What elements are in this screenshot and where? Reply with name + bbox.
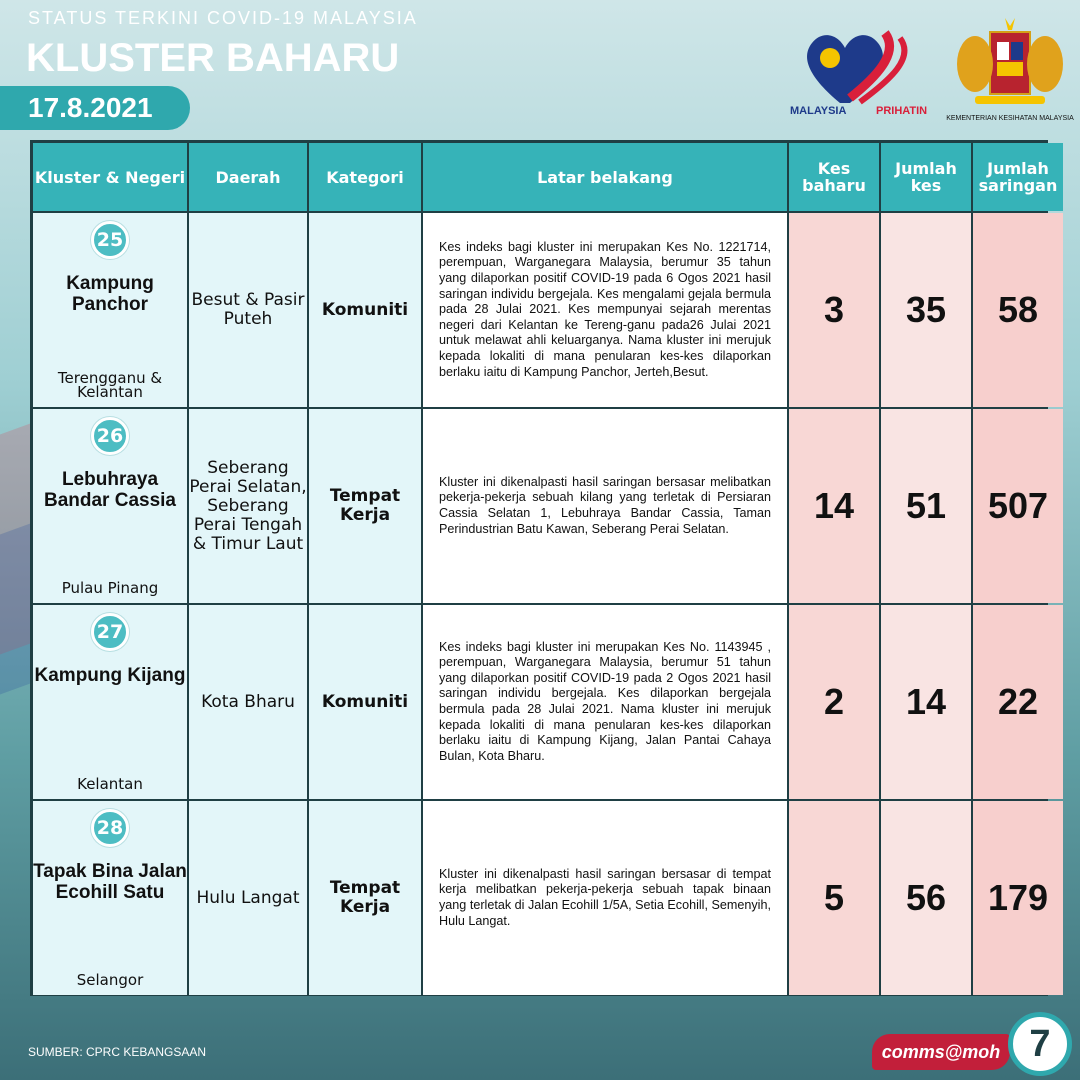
logo-text-malaysia: MALAYSIA	[790, 105, 847, 117]
cluster-jumlah-saringan: 507	[973, 409, 1063, 603]
cluster-daerah: Hulu Langat	[189, 801, 307, 995]
cluster-number-badge: 25	[91, 221, 129, 259]
cluster-negeri: Kelantan	[77, 775, 143, 793]
cluster-jumlah-kes: 35	[881, 213, 971, 407]
cluster-daerah: Besut & Pasir Puteh	[189, 213, 307, 407]
header-kluster: Kluster & Negeri	[33, 143, 187, 211]
cluster-latar: Kluster ini dikenalpasti hasil saringan bersasar melibatkan pekerja-pekerja sebuah kilang yang terletak di Persiaran Cassia Selatan 1, Lebuhraya Bandar Cassia, Taman Perindustrian Batu Kawan, Seberang Perai Selatan.	[423, 409, 787, 603]
cluster-table	[30, 140, 1058, 996]
page-title: KLUSTER BAHARU	[26, 36, 400, 80]
table-row-kluster	[33, 213, 187, 407]
cluster-jumlah-kes: 14	[881, 605, 971, 799]
cluster-name: Kampung Panchor	[66, 273, 154, 315]
cluster-daerah: Seberang Perai Selatan, Seberang Perai Tengah & Timur Laut	[189, 409, 307, 603]
cluster-jumlah-kes: 56	[881, 801, 971, 995]
cluster-number-badge: 26	[91, 417, 129, 455]
cluster-number-badge: 28	[91, 809, 129, 847]
source-note: SUMBER: CPRC KEBANGSAAN	[28, 1045, 207, 1059]
cluster-jumlah-saringan: 58	[973, 213, 1063, 407]
kkm-crest-logo	[945, 12, 1075, 124]
cluster-latar: Kes indeks bagi kluster ini merupakan Kes No. 1221714, perempuan, Warganegara Malaysia, berumur 35 tahun yang dilaporkan positif COVID-19 pada 6 Ogos 2021 hasil saringan individu bergejala. Kes mengalami gejala bermula pada 28 Julai 2021. Kes mempunyai sejarah merentas negeri dari Kelantan ke Tereng-ganu pada26 Julai 2021 untuk melawat ahli keluarganya. Nama kluster ini merujuk kepada lokaliti di mana penularan kes-kes dilaporkan berlaku iaitu di Kampung Panchor, Jerteh,Besut.	[423, 213, 787, 407]
cluster-latar: Kes indeks bagi kluster ini merupakan Kes No. 1143945 , perempuan, Warganegara Malaysia, berumur 51 tahun yang dilaporkan positif COVID-19 pada 2 Ogos 2021 hasil saringan individu bergejala. Kes dilaporkan bergejala bermula pada 28 Julai 2021. Nama kluster ini merujuk kepada lokaliti di mana penularan kes-kes dilaporkan berlaku iaitu di Kampung Kijang, Jalan Pantai Cahaya Bulan, Kota Bharu.	[423, 605, 787, 799]
kkm-text: KEMENTERIAN KESIHATAN MALAYSIA	[946, 115, 1074, 122]
header-jumlah-kes: Jumlah kes	[881, 143, 971, 211]
cluster-jumlah-kes: 51	[881, 409, 971, 603]
table-row-kluster	[33, 801, 187, 995]
cluster-name: Lebuhraya Bandar Cassia	[43, 469, 176, 511]
cluster-negeri: Selangor	[76, 971, 144, 989]
cluster-latar: Kluster ini dikenalpasti hasil saringan bersasar di tempat kerja melibatkan pekerja-pekerja sebuah tapak binaan yang terletak di Jalan Ecohill 1/5A, Setia Ecohill, Semenyih, Hulu Langat.	[423, 801, 787, 995]
comms-badge: comms@moh	[872, 1034, 1010, 1070]
header-latar: Latar belakang	[423, 143, 787, 211]
logo-text-prihatin: PRIHATIN	[876, 105, 928, 117]
header-subtitle: STATUS TERKINI COVID-19 MALAYSIA	[28, 8, 418, 28]
header-daerah: Daerah	[189, 143, 307, 211]
cluster-kategori: Komuniti	[309, 605, 421, 799]
cluster-name: Tapak Bina Jalan Ecohill Satu	[33, 861, 187, 903]
cluster-kategori: Tempat Kerja	[309, 409, 421, 603]
cluster-number-badge: 27	[91, 613, 129, 651]
cluster-kes-baharu: 2	[789, 605, 879, 799]
header-jumlah-saringan: Jumlah saringan	[973, 143, 1063, 211]
cluster-negeri: Pulau Pinang	[61, 579, 159, 597]
page-number: 7	[1008, 1012, 1072, 1076]
cluster-kategori: Tempat Kerja	[309, 801, 421, 995]
cluster-kes-baharu: 5	[789, 801, 879, 995]
cluster-negeri: Terengganu & Kelantan	[57, 369, 163, 401]
table-row-kluster	[33, 605, 187, 799]
cluster-jumlah-saringan: 22	[973, 605, 1063, 799]
cluster-kes-baharu: 3	[789, 213, 879, 407]
date-label: 17.8.2021	[28, 92, 153, 123]
cluster-kategori: Komuniti	[309, 213, 421, 407]
cluster-jumlah-saringan: 179	[973, 801, 1063, 995]
header-kes-baharu: Kes baharu	[789, 143, 879, 211]
cluster-daerah: Kota Bharu	[189, 605, 307, 799]
cluster-name: Kampung Kijang	[34, 665, 186, 686]
malaysia-prihatin-logo	[790, 18, 940, 118]
table-row-kluster	[33, 409, 187, 603]
header-kategori: Kategori	[309, 143, 421, 211]
cluster-kes-baharu: 14	[789, 409, 879, 603]
